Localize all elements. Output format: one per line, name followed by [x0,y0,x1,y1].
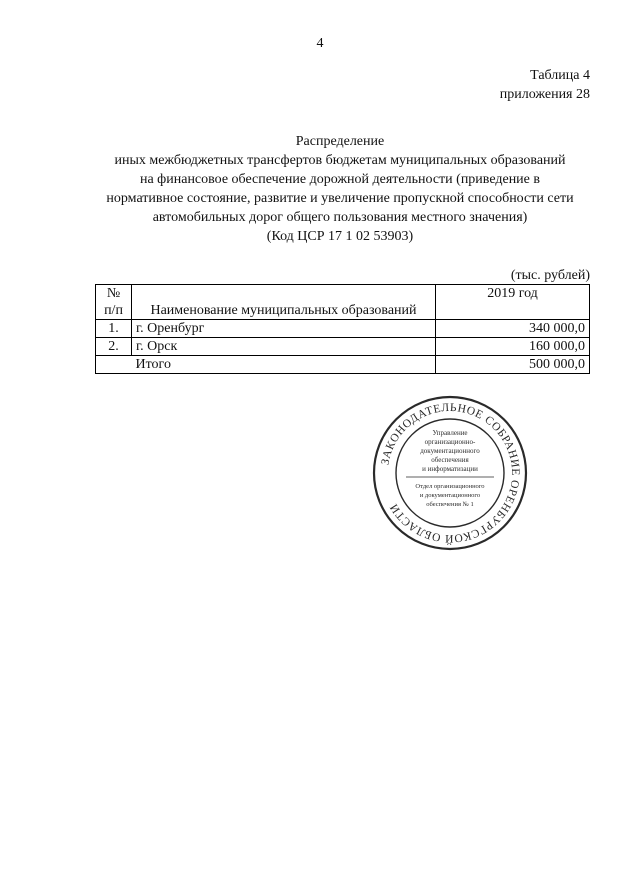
document-heading [60,132,620,246]
stamp-inner-line: Управление [432,429,468,437]
official-stamp [370,393,530,553]
header-number-symbol: № [106,286,121,301]
row-name: г. Оренбург [132,320,436,338]
header-name: Наименование муниципальных образований [132,285,436,320]
stamp-inner-line: Отдел организационного [415,483,485,490]
heading-line-3: на финансовое обеспечение дорожной деятельности (приведение в [139,172,541,187]
heading-line-6: (Код ЦСР 17 1 02 53903) [266,229,414,244]
row-value: 340 000,0 [436,320,590,338]
table-total-row [96,356,590,374]
stamp-inner-line: и документационного [419,492,481,499]
row-value: 160 000,0 [436,338,590,356]
total-value: 500 000,0 [436,356,590,374]
stamp-seal [370,393,530,553]
stamp-inner-line: документационного [420,447,480,455]
table-reference [500,66,590,104]
units-label: (тыс. рублей) [510,268,590,283]
stamp-inner-line: организационно- [424,438,476,446]
page-number: 4 [316,36,324,51]
table-header-row [96,285,590,320]
table-label: Таблица 4 [530,68,590,83]
header-number [96,285,132,320]
svg-text:ЗАКОНОДАТЕЛЬНОЕ СОБРАНИЕ ОРЕНБ [380,402,521,546]
total-spacer [96,356,132,374]
row-name: г. Орск [132,338,436,356]
annex-label: приложения 28 [499,87,590,102]
heading-line-1: Распределение [295,134,385,149]
heading-line-4: нормативное состояние, развитие и увеличение пропускной способности сети [106,191,574,206]
table-row [96,320,590,338]
header-number-abbr: п/п [104,303,123,318]
row-number: 2. [96,338,132,356]
header-year: 2019 год [436,285,590,320]
heading-line-5: автомобильных дорог общего пользования местного значения) [152,210,528,225]
distribution-table [95,284,590,374]
stamp-inner-line: и информатизации [422,465,478,473]
stamp-outer-text: ЗАКОНОДАТЕЛЬНОЕ СОБРАНИЕ ОРЕНБУРГСКОЙ ОБЛАСТИ [379,401,522,545]
row-number: 1. [96,320,132,338]
stamp-inner-line: обеспечения № 1 [426,501,474,508]
table-row [96,338,590,356]
heading-line-2: иных межбюджетных трансфертов бюджетам муниципальных образований [114,153,566,168]
stamp-inner-line: обеспечения [431,456,469,464]
total-label: Итого [132,356,436,374]
